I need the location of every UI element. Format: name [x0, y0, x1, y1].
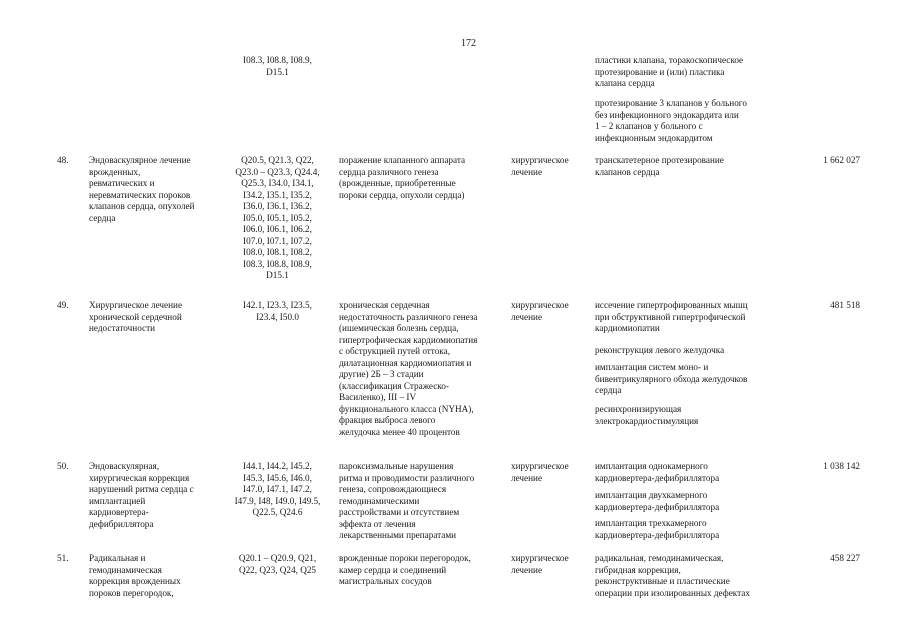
- row-48-method-1: транскатетерное протезирование клапанов сердца: [595, 155, 724, 177]
- row-48-number: 48.: [57, 155, 69, 165]
- row-48-name: Эндоваскулярное лечение врожденных, ревматических и неревматических пороков клапанов сердца, опухолей сердца: [89, 155, 195, 223]
- row-49-method-4: ресинхронизирующая электрокардиостимуляция: [595, 404, 699, 426]
- row-51-codes: Q20.1 – Q20.9, Q21, Q22, Q23, Q24, Q25: [238, 553, 317, 575]
- row-49-method-3: имплантация систем моно- и бивентрикулярного обхода желудочков сердца: [595, 362, 748, 395]
- row-50-number: 50.: [57, 461, 69, 471]
- carryover-method-1: пластики клапана, торакоскопическое протезирование и (или) пластика клапана сердца: [595, 55, 744, 88]
- row-49-codes: I42.1, I23.3, I23.5, I23.4, I50.0: [243, 300, 312, 322]
- row-50-kind: хирургическое лечение: [511, 461, 569, 483]
- row-49-name: Хирургическое лечение хронической сердечной недостаточности: [89, 300, 183, 333]
- row-51-model: врожденные пороки перегородок, камер сердца и соединений магистральных сосудов: [339, 553, 471, 586]
- row-50-codes: I44.1, I44.2, I45.2, I45.3, I45.6, I46.0, I47.0, I47.1, I47.2, I47.9, I48, I49.0, I49.5, Q22.5, Q24.6: [234, 461, 321, 517]
- row-51-price: 458 227: [830, 553, 860, 563]
- row-48-price: 1 662 027: [823, 155, 860, 165]
- page-number: 172: [461, 38, 476, 49]
- carryover-codes: I08.3, I08.8, I08.9, D15.1: [243, 55, 312, 77]
- row-49-method-1: иссечение гипертрофированных мышц при обструктивной гипертрофической кардиомиопатии: [595, 300, 748, 333]
- row-50-method-3: имплантация трехкамерного кардиовертера-дефибриллятора: [595, 518, 720, 540]
- row-51-kind: хирургическое лечение: [511, 553, 569, 575]
- row-49-number: 49.: [57, 300, 69, 310]
- row-50-method-2: имплантация двухкамерного кардиовертера-дефибриллятора: [595, 490, 720, 512]
- row-50-price: 1 038 142: [823, 461, 860, 471]
- row-51-number: 51.: [57, 553, 69, 563]
- row-48-model: поражение клапанного аппарата сердца различного генеза (врожденные, приобретенные пороки сердца, опухоли сердца): [339, 155, 466, 200]
- row-48-kind: хирургическое лечение: [511, 155, 569, 177]
- row-49-price: 481 518: [830, 300, 860, 310]
- row-51-name: Радикальная и гемодинамическая коррекция врожденных пороков перегородок,: [89, 553, 181, 598]
- row-49-method-2: реконструкция левого желудочка: [595, 345, 725, 355]
- row-49-kind: хирургическое лечение: [511, 300, 569, 322]
- row-49-model: хроническая сердечная недостаточность различного генеза (ишемическая болезнь сердца, гипертрофическая кардиомиопатия с обструкцией путей оттока, дилатационная кардиомиопатия и другие) 2Б – 3 стадии (классификация Стражеско- Василенко), III – IV функционального класса (NYHA), фракция выброса левого желудочка менее 40 процентов: [339, 300, 478, 437]
- row-50-model: пароксизмальные нарушения ритма и проводимости различного генеза, сопровождающиеся гемодинамическими расстройствами и отсутствием эффекта от лечения лекарственными препаратами: [339, 461, 475, 540]
- row-50-method-1: имплантация однокамерного кардиовертера-дефибриллятора: [595, 461, 720, 483]
- carryover-method-2: протезирование 3 клапанов у больного без инфекционного эндокардита или 1 – 2 клапанов у больного с инфекционным эндокардитом: [595, 98, 747, 143]
- row-50-name: Эндоваскулярная, хирургическая коррекция нарушений ритма сердца с имплантацией кардиовертера- дефибриллятора: [89, 461, 194, 529]
- row-51-method-1: радикальная, гемодинамическая, гибридная коррекция, реконструктивные и пластические операции при изолированных дефектах: [595, 553, 750, 598]
- row-48-codes: Q20.5, Q21.3, Q22, Q23.0 – Q23.3, Q24.4, Q25.3, I34.0, I34.1, I34.2, I35.1, I35.2, I36.0, I36.1, I36.2, I05.0, I05.1, I05.2, I06.0, I06.1, I06.2, I07.0, I07.1, I07.2, I08.0, I08.1, I08.2, I08.3, I08.8, I08.9, D15.1: [235, 155, 320, 280]
